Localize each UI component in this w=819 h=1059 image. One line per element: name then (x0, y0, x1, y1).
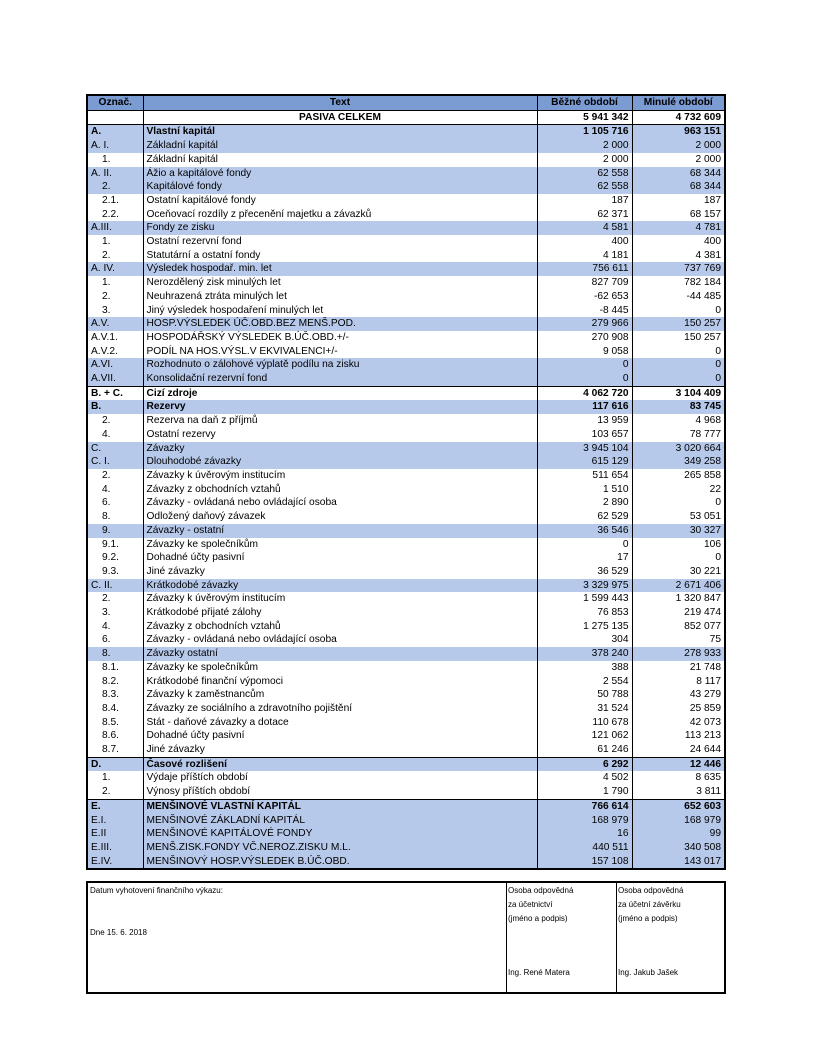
row-mark: 8.4. (88, 702, 143, 716)
row-current-value: -8 445 (537, 304, 632, 318)
closing-label-1: Osoba odpovědná (618, 886, 684, 895)
row-text: Závazky ostatní (143, 647, 537, 661)
table-row (88, 538, 724, 552)
table-row (88, 785, 724, 799)
row-current-value: 9 058 (537, 345, 632, 359)
row-current-value: 827 709 (537, 276, 632, 290)
row-mark: A.V.2. (88, 345, 143, 359)
row-mark: 1. (88, 771, 143, 785)
row-mark: 4. (88, 428, 143, 442)
row-mark: A.V.1. (88, 331, 143, 345)
table-row (88, 606, 724, 620)
row-current-value: 1 790 (537, 785, 632, 799)
row-mark: 2. (88, 469, 143, 483)
row-previous-value: 2 000 (695, 153, 721, 165)
row-previous-value: 219 474 (684, 607, 721, 619)
table-row (88, 771, 724, 785)
row-previous-value: 3 811 (696, 786, 721, 798)
row-previous-value: 25 859 (689, 702, 721, 714)
row-current-value: 61 246 (537, 743, 632, 757)
row-current-value: 756 611 (537, 262, 632, 276)
row-text: Kapitálové fondy (143, 180, 537, 194)
table-row (88, 620, 724, 634)
row-current-value: 168 979 (537, 814, 632, 828)
row-current-value: 279 966 (537, 317, 632, 331)
row-text: Ostatní rezervy (143, 428, 537, 442)
row-mark: 8.7. (88, 743, 143, 757)
table-row (88, 262, 724, 276)
row-current-value: 121 062 (537, 729, 632, 743)
row-current-value: 110 678 (537, 716, 632, 730)
row-mark: 8.6. (88, 729, 143, 743)
table-row (88, 841, 724, 855)
row-text: Statutární a ostatní fondy (143, 249, 537, 263)
row-mark: 8.3. (88, 688, 143, 702)
row-previous-value: 24 644 (689, 744, 721, 756)
row-current-value: 1 105 716 (537, 125, 632, 139)
row-current-value: 766 614 (537, 799, 632, 813)
accounting-label-2: za účetnictví (508, 900, 553, 909)
row-text: Cizí zdroje (143, 386, 537, 400)
row-previous-value: 150 257 (632, 317, 724, 331)
row-current-value: 62 371 (537, 208, 632, 222)
row-current-value: 117 616 (537, 400, 632, 414)
row-mark: C. (88, 442, 143, 456)
table-row (88, 592, 724, 606)
row-mark: A.V. (88, 317, 143, 331)
row-text: Závazky k zaměstnancům (143, 688, 537, 702)
table-row (88, 125, 724, 139)
row-text: Ostatní kapitálové fondy (143, 194, 537, 208)
row-mark: 3. (88, 606, 143, 620)
closing-label-3: (jméno a podpis) (618, 914, 678, 923)
row-current-value: 0 (537, 358, 632, 372)
table-row (88, 304, 724, 318)
table-row (88, 855, 724, 869)
row-previous-value: 21 748 (689, 661, 721, 673)
row-current-value: 1 275 135 (537, 620, 632, 634)
table-row (88, 688, 724, 702)
table-row (88, 661, 724, 675)
table-row (88, 317, 724, 331)
row-current-value: 31 524 (537, 702, 632, 716)
row-mark: 8.5. (88, 716, 143, 730)
row-mark: 2. (88, 785, 143, 799)
table-row (88, 331, 724, 345)
row-text: Vlastní kapitál (143, 125, 537, 139)
row-previous-value: -44 485 (686, 290, 721, 302)
header-current-period: Běžné období (537, 96, 632, 110)
table-row (88, 551, 724, 565)
liabilities-table (88, 96, 724, 868)
row-text: Závazky - ovládaná nebo ovládající osoba (143, 633, 537, 647)
row-previous-value: 150 257 (684, 331, 721, 343)
table-row (88, 455, 724, 469)
table-row (88, 153, 724, 167)
row-mark: 1. (88, 153, 143, 167)
row-current-value: 62 558 (537, 167, 632, 181)
row-mark: 2.1. (88, 194, 143, 208)
row-current-value: 13 959 (537, 414, 632, 428)
row-previous-value: 68 344 (632, 167, 724, 181)
row-mark: A. (88, 125, 143, 139)
table-row (88, 194, 724, 208)
row-current-value: 50 788 (537, 688, 632, 702)
balance-sheet-table (86, 94, 726, 870)
row-text: PODÍL NA HOS.VÝSL.V EKVIVALENCI+/- (143, 345, 537, 359)
row-mark: 1. (88, 235, 143, 249)
row-text: Krátkodobé závazky (143, 579, 537, 593)
row-text: Rezerva na daň z příjmů (143, 414, 537, 428)
header-mark: Označ. (88, 96, 143, 110)
row-mark: 6. (88, 496, 143, 510)
row-text: MENŠINOVÝ HOSP.VÝSLEDEK B.ÚČ.OBD. (143, 855, 537, 869)
row-mark: E.II (88, 827, 143, 841)
row-previous-value: 42 073 (689, 716, 721, 728)
row-previous-value: 30 327 (632, 524, 724, 538)
row-text: HOSPODÁŘSKÝ VÝSLEDEK B.ÚČ.OBD.+/- (143, 331, 537, 345)
row-mark: 1. (88, 276, 143, 290)
row-current-value: 4 181 (537, 249, 632, 263)
table-row (88, 565, 724, 579)
row-text: Ážio a kapitálové fondy (143, 167, 537, 181)
row-text: Závazky - ostatní (143, 524, 537, 538)
row-previous-value: 0 (715, 552, 721, 564)
table-row (88, 221, 724, 235)
row-mark: D. (88, 757, 143, 771)
table-row (88, 180, 724, 194)
row-mark: 8.1. (88, 661, 143, 675)
row-text: Závazky k úvěrovým institucím (143, 592, 537, 606)
row-mark: C. I. (88, 455, 143, 469)
row-previous-value: 278 933 (632, 647, 724, 661)
row-current-value: 3 945 104 (537, 442, 632, 456)
row-previous-value: 12 446 (632, 757, 724, 771)
row-text: Závazky - ovládaná nebo ovládající osoba (143, 496, 537, 510)
table-row (88, 702, 724, 716)
closing-responsible-section (616, 883, 724, 992)
table-row (88, 675, 724, 689)
table-row (88, 579, 724, 593)
row-mark: 9.1. (88, 538, 143, 552)
row-text: Odložený daňový závazek (143, 510, 537, 524)
row-mark: 2. (88, 592, 143, 606)
row-current-value: 187 (537, 194, 632, 208)
row-previous-value: 782 184 (684, 277, 721, 289)
row-previous-value: 143 017 (632, 855, 724, 869)
row-mark: E.I. (88, 814, 143, 828)
row-mark: 2. (88, 290, 143, 304)
row-current-value: 511 654 (537, 469, 632, 483)
row-previous-value: 340 508 (632, 841, 724, 855)
header-text: Text (143, 96, 537, 110)
row-current-value: 16 (537, 827, 632, 841)
row-current-value: 1 510 (537, 483, 632, 497)
row-previous-value: 3 020 664 (632, 442, 724, 456)
row-previous-value: 8 117 (696, 675, 721, 687)
row-previous-value: 30 221 (689, 565, 721, 577)
row-current-value: 2 890 (537, 496, 632, 510)
row-current-value: 3 329 975 (537, 579, 632, 593)
row-text: Výnosy příštích období (143, 785, 537, 799)
row-current-value: 36 546 (537, 524, 632, 538)
row-previous-value: 652 603 (632, 799, 724, 813)
row-previous-value: 68 157 (689, 208, 721, 220)
row-text: MENŠINOVÉ ZÁKLADNÍ KAPITÁL (143, 814, 537, 828)
row-text: Základní kapitál (143, 153, 537, 167)
row-mark: 6. (88, 633, 143, 647)
row-current-value: 6 292 (537, 757, 632, 771)
row-mark: A.VI. (88, 358, 143, 372)
row-current-value: 103 657 (537, 428, 632, 442)
table-row (88, 414, 724, 428)
table-row (88, 167, 724, 181)
row-current-value: 62 529 (537, 510, 632, 524)
table-row (88, 827, 724, 841)
table-row (88, 276, 724, 290)
date-label: Datum vyhotovení finančního výkazu: (90, 886, 223, 895)
row-mark: 4. (88, 483, 143, 497)
row-previous-value: 0 (632, 372, 724, 386)
table-row (88, 428, 724, 442)
row-mark: E. (88, 799, 143, 813)
row-text: Krátkodobé přijaté zálohy (143, 606, 537, 620)
row-previous-value: 43 279 (689, 689, 721, 701)
row-current-value: 4 062 720 (537, 386, 632, 400)
row-text: MENŠINOVÉ KAPITÁLOVÉ FONDY (143, 827, 537, 841)
row-mark: 2. (88, 180, 143, 194)
row-text: Závazky ze sociálního a zdravotního pojištění (143, 702, 537, 716)
header-previous-period: Minulé období (632, 96, 724, 110)
row-text: Závazky z obchodních vztahů (143, 483, 537, 497)
row-text: MENŠINOVÉ VLASTNÍ KAPITÁL (143, 799, 537, 813)
table-row (88, 358, 724, 372)
row-current-value: 270 908 (537, 331, 632, 345)
row-current-value: 440 511 (537, 841, 632, 855)
row-text: Závazky k úvěrovým institucím (143, 469, 537, 483)
row-current-value: 0 (537, 372, 632, 386)
table-row (88, 469, 724, 483)
row-current-value: 17 (537, 551, 632, 565)
row-previous-value: 8 635 (695, 772, 721, 784)
row-mark: 4. (88, 620, 143, 634)
row-current-value: 388 (537, 661, 632, 675)
row-mark: 8. (88, 510, 143, 524)
row-mark: 2.2. (88, 208, 143, 222)
table-row (88, 743, 724, 757)
table-row (88, 496, 724, 510)
accounting-responsible-section (506, 883, 617, 992)
table-row (88, 290, 724, 304)
row-current-value: 304 (537, 633, 632, 647)
row-previous-value: 99 (632, 827, 724, 841)
row-previous-value: 349 258 (632, 455, 724, 469)
row-text: Jiné závazky (143, 565, 537, 579)
row-text: Závazky (143, 442, 537, 456)
row-text: PASIVA CELKEM (143, 110, 537, 125)
row-mark: A.VII. (88, 372, 143, 386)
row-previous-value: 168 979 (632, 814, 724, 828)
row-previous-value: 0 (715, 304, 721, 316)
table-row (88, 235, 724, 249)
row-text: Závazky ke společníkům (143, 661, 537, 675)
row-mark: 8.2. (88, 675, 143, 689)
row-text: Jiný výsledek hospodaření minulých let (143, 304, 537, 318)
row-mark: A.III. (88, 221, 143, 235)
table-row (88, 729, 724, 743)
row-text: Dlouhodobé závazky (143, 455, 537, 469)
accounting-label-3: (jméno a podpis) (508, 914, 568, 923)
table-row (88, 249, 724, 263)
row-current-value: 4 502 (537, 771, 632, 785)
row-text: Dohadné účty pasivní (143, 551, 537, 565)
row-mark: E.III. (88, 841, 143, 855)
row-text: Rozhodnuto o zálohové výplatě podílu na zisku (143, 358, 537, 372)
table-row (88, 633, 724, 647)
row-mark: 9. (88, 524, 143, 538)
row-text: Neuhrazená ztráta minulých let (143, 290, 537, 304)
row-text: Rezervy (143, 400, 537, 414)
table-row (88, 716, 724, 730)
row-text: Jiné závazky (143, 743, 537, 757)
row-previous-value: 1 320 847 (675, 593, 721, 605)
row-current-value: 1 599 443 (537, 592, 632, 606)
row-mark: 2. (88, 414, 143, 428)
date-section (88, 883, 507, 992)
row-current-value: 5 941 342 (537, 110, 632, 125)
row-mark: C. II. (88, 579, 143, 593)
row-previous-value: 0 (715, 497, 721, 509)
row-previous-value: 68 344 (632, 180, 724, 194)
row-text: Závazky ke společníkům (143, 538, 537, 552)
closing-person-name: Ing. Jakub Jašek (618, 968, 679, 977)
table-row (88, 814, 724, 828)
row-text: Ostatní rezervní fond (143, 235, 537, 249)
table-header-row (88, 96, 724, 110)
row-previous-value: 4 781 (632, 221, 724, 235)
row-previous-value: 2 671 406 (632, 579, 724, 593)
accounting-label-1: Osoba odpovědná (508, 886, 574, 895)
row-previous-value: 2 000 (632, 139, 724, 153)
row-previous-value: 78 777 (689, 428, 721, 440)
row-previous-value: 0 (632, 358, 724, 372)
table-row (88, 757, 724, 771)
row-previous-value: 963 151 (632, 125, 724, 139)
row-current-value: 4 581 (537, 221, 632, 235)
table-row (88, 400, 724, 414)
row-previous-value: 22 (709, 483, 721, 495)
row-previous-value: 265 858 (684, 469, 721, 481)
row-text: Konsolidační rezervní fond (143, 372, 537, 386)
row-previous-value: 187 (704, 194, 721, 206)
table-row (88, 510, 724, 524)
row-current-value: 615 129 (537, 455, 632, 469)
row-text: Časové rozlišení (143, 757, 537, 771)
table-body (88, 96, 724, 868)
row-mark: 9.3. (88, 565, 143, 579)
row-current-value: 76 853 (537, 606, 632, 620)
signature-block (86, 881, 726, 994)
row-previous-value: 75 (709, 634, 721, 646)
table-row (88, 442, 724, 456)
row-previous-value: 4 732 609 (675, 111, 721, 123)
row-mark: 8. (88, 647, 143, 661)
row-previous-value: 852 077 (684, 620, 721, 632)
row-mark: E.IV. (88, 855, 143, 869)
table-row (88, 345, 724, 359)
row-previous-value: 0 (715, 345, 721, 357)
row-mark: 2. (88, 249, 143, 263)
row-mark: A. IV. (88, 262, 143, 276)
row-text: Výdaje příštích období (143, 771, 537, 785)
row-previous-value: 106 (704, 538, 721, 550)
row-mark (88, 110, 143, 125)
row-current-value: 2 000 (537, 139, 632, 153)
row-current-value: 36 529 (537, 565, 632, 579)
row-mark: A. I. (88, 139, 143, 153)
row-previous-value: 400 (704, 236, 721, 248)
row-current-value: 400 (537, 235, 632, 249)
row-previous-value: 4 968 (695, 415, 721, 427)
table-row (88, 208, 724, 222)
row-text: Základní kapitál (143, 139, 537, 153)
table-row (88, 386, 724, 400)
row-previous-value: 737 769 (632, 262, 724, 276)
row-previous-value: 3 104 409 (632, 386, 724, 400)
row-mark: 3. (88, 304, 143, 318)
row-text: Oceňovací rozdíly z přecenění majetku a závazků (143, 208, 537, 222)
row-text: HOSP.VÝSLEDEK ÚČ.OBD.BEZ MENŠ.POD. (143, 317, 537, 331)
row-text: Stát - daňové závazky a dotace (143, 716, 537, 730)
row-current-value: -62 653 (537, 290, 632, 304)
row-current-value: 62 558 (537, 180, 632, 194)
table-row (88, 799, 724, 813)
row-text: Dohadné účty pasivní (143, 729, 537, 743)
table-row (88, 139, 724, 153)
row-previous-value: 83 745 (632, 400, 724, 414)
table-row (88, 372, 724, 386)
row-current-value: 378 240 (537, 647, 632, 661)
row-text: Výsledek hospodař. min. let (143, 262, 537, 276)
row-previous-value: 4 381 (695, 249, 721, 261)
row-text: Krátkodobé finanční výpomoci (143, 675, 537, 689)
row-mark: B. (88, 400, 143, 414)
row-text: MENŠ.ZISK.FONDY VČ.NEROZ.ZISKU M.L. (143, 841, 537, 855)
row-current-value: 0 (537, 538, 632, 552)
table-row (88, 524, 724, 538)
row-text: Závazky z obchodních vztahů (143, 620, 537, 634)
closing-label-2: za účetní závěrku (618, 900, 681, 909)
row-current-value: 157 108 (537, 855, 632, 869)
row-text: Fondy ze zisku (143, 221, 537, 235)
row-current-value: 2 000 (537, 153, 632, 167)
row-mark: A. II. (88, 167, 143, 181)
accounting-person-name: Ing. René Matera (508, 968, 570, 977)
row-mark: 9.2. (88, 551, 143, 565)
table-row (88, 110, 724, 125)
row-text: Nerozdělený zisk minulých let (143, 276, 537, 290)
row-previous-value: 113 213 (684, 730, 721, 742)
table-row (88, 483, 724, 497)
row-mark: B. + C. (88, 386, 143, 400)
row-previous-value: 53 051 (689, 511, 721, 523)
table-row (88, 647, 724, 661)
row-current-value: 2 554 (537, 675, 632, 689)
date-value: Dne 15. 6. 2018 (90, 928, 147, 937)
